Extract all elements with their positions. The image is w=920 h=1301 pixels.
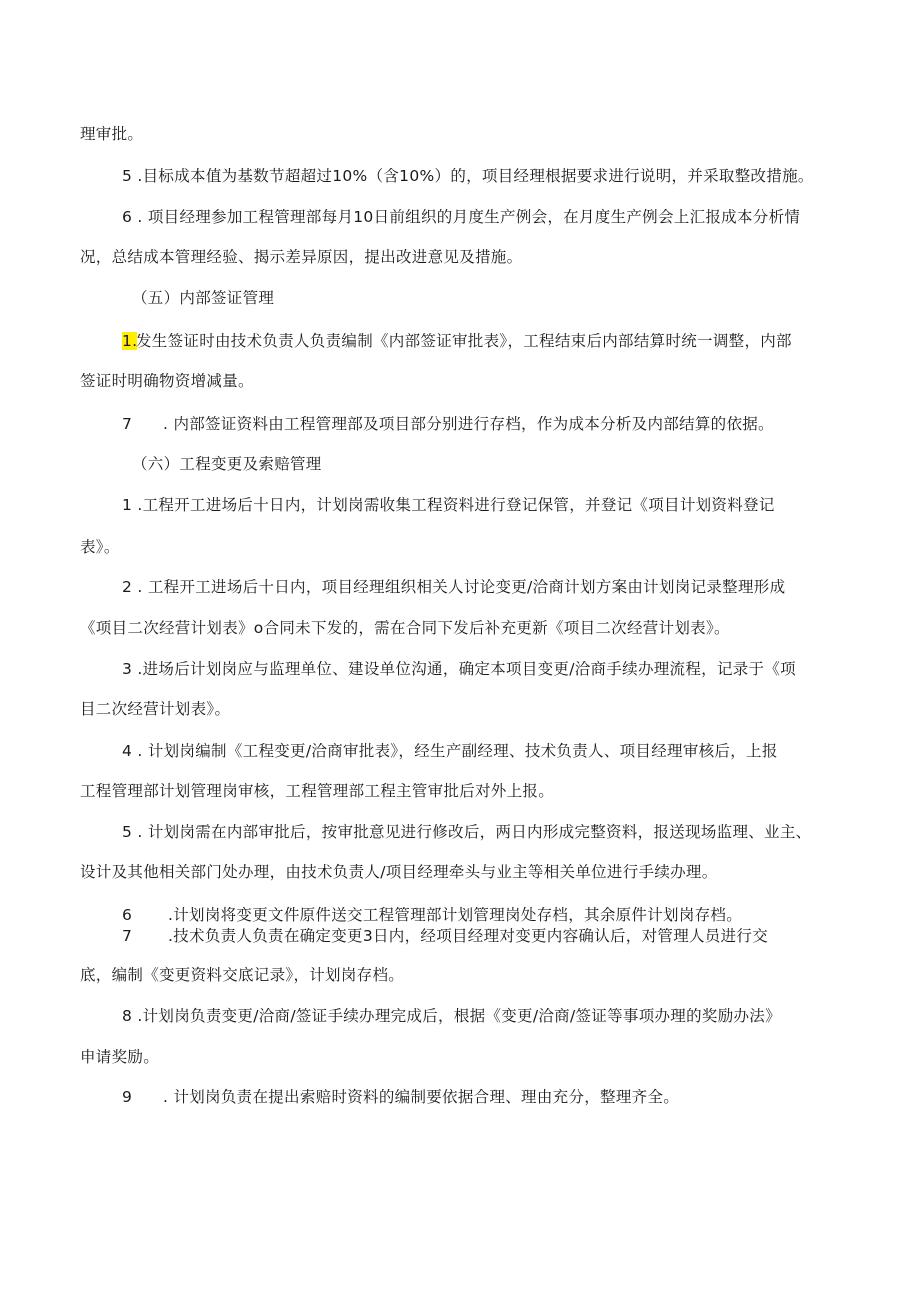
- paragraph-line: 表》。: [80, 538, 120, 556]
- paragraph-line: . 内部签证资料由工程管理部及项目部分别进行存档，作为成本分析及内部结算的依据。: [163, 415, 774, 433]
- paragraph-line: 签证时明确物资增减量。: [80, 372, 254, 390]
- paragraph-line: 5 . 计划岗需在内部审批后，按审批意见进行修改后，两日内形成完整资料，报送现场监理、业主、: [122, 823, 812, 841]
- paragraph-line: 4 . 计划岗编制《工程变更/洽商审批表》，经生产副经理、技术负责人、项目经理审核后，上报: [122, 742, 778, 760]
- paragraph-line: 目二次经营计划表》。: [80, 700, 231, 718]
- paragraph-line: 1 .工程开工进场后十日内，计划岗需收集工程资料进行登记保管，并登记《项目计划资料登记: [122, 496, 775, 514]
- paragraph-line: 5 .目标成本值为基数节超超过10%（含10%）的，项目经理根据要求进行说明，并采取整改措施。: [122, 167, 814, 185]
- paragraph-line: 发生签证时由技术负责人负责编制《内部签证审批表》，工程结束后内部结算时统一调整，内部: [136, 332, 792, 350]
- paragraph-line: .计划岗将变更文件原件送交工程管理部计划管理岗处存档，其余原件计划岗存档。: [168, 906, 743, 924]
- paragraph-line: .技术负责人负责在确定变更3日内，经项目经理对变更内容确认后，对管理人员进行交: [168, 927, 768, 945]
- paragraph-line: 底，编制《变更资料交底记录》，计划岗存档。: [80, 966, 405, 984]
- paragraph-line: 工程管理部计划管理岗审核，工程管理部工程主管审批后对外上报。: [80, 782, 555, 800]
- paragraph-line: 理审批。: [80, 125, 144, 143]
- paragraph-line: 2 . 工程开工进场后十日内，项目经理组织相关人讨论变更/洽商计划方案由计划岗记录整理形成: [122, 578, 786, 596]
- paragraph-line: 《项目二次经营计划表》o合同未下发的，需在合同下发后补充更新《项目二次经营计划表》。: [80, 619, 730, 637]
- paragraph-line: 申请奖励。: [80, 1048, 160, 1066]
- list-number: 7: [122, 415, 133, 433]
- paragraph-line: 设计及其他相关部门处办理，由技术负责人/项目经理牵头与业主等相关单位进行手续办理。: [80, 863, 718, 881]
- paragraph-line: . 计划岗负责在提出索赔时资料的编制要依据合理、理由充分，整理齐全。: [163, 1088, 680, 1106]
- section-heading: （六）工程变更及索赔管理: [132, 455, 322, 473]
- paragraph-line: 况，总结成本管理经验、揭示差异原因，提出改进意见及措施。: [80, 248, 523, 266]
- list-number: 7: [122, 927, 133, 945]
- section-heading: （五）内部签证管理: [132, 289, 275, 307]
- paragraph-line: 8 .计划岗负责变更/洽商/签证手续办理完成后，根据《变更/洽商/签证等事项办理的奖励办法》: [122, 1007, 781, 1025]
- paragraph-line: 3 .进场后计划岗应与监理单位、建设单位沟通，确定本项目变更/洽商手续办理流程，记录于《项: [122, 660, 796, 678]
- highlight-mark: 1.: [122, 332, 138, 350]
- list-number: 6: [122, 906, 133, 924]
- list-number: 9: [122, 1088, 133, 1106]
- paragraph-line: 6 . 项目经理参加工程管理部每月10日前组织的月度生产例会，在月度生产例会上汇报成本分析情: [122, 208, 801, 226]
